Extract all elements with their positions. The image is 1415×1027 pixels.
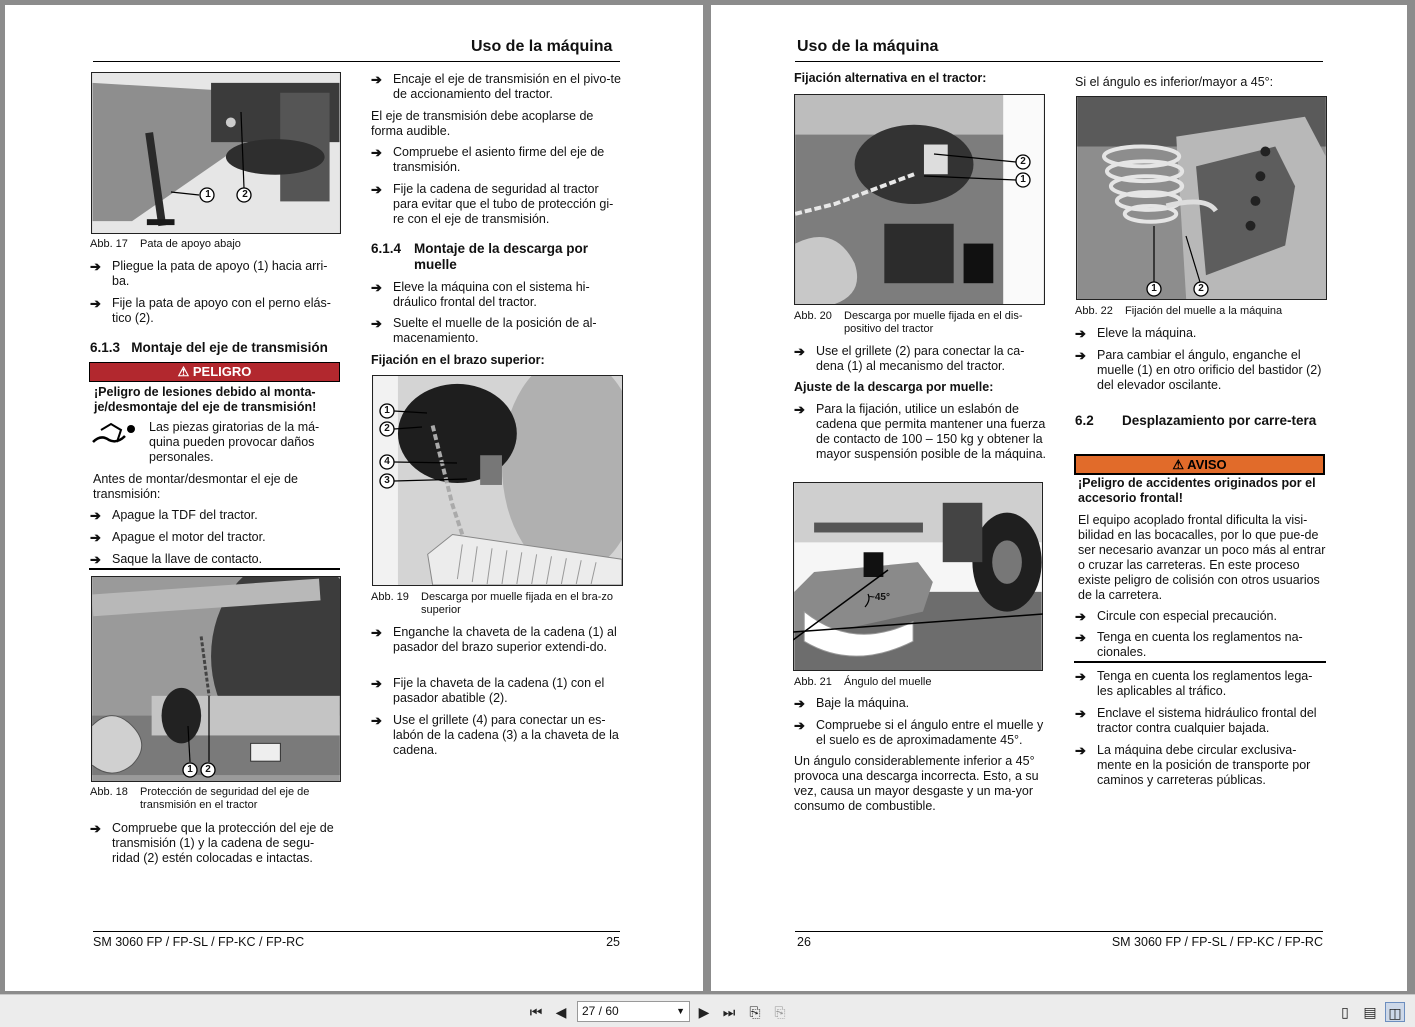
section-heading-6-2: 6.2 Desplazamiento por carre-tera [1075, 413, 1317, 428]
list-item: ➔ Baje la máquina. [794, 696, 910, 711]
subheading: Fijación en el brazo superior: [371, 353, 545, 367]
callout-2: 2 [242, 189, 248, 200]
forward-view-icon[interactable]: ⎘ [774, 1004, 786, 1020]
list-item: ➔ Saque la llave de contacto. [90, 552, 263, 567]
page-number: 26 [797, 935, 811, 949]
list-item: ➔ Apague la TDF del tractor. [90, 508, 258, 523]
figure-18-caption: Abb. 18 Protección de seguridad del eje de transmisión en el tractor [90, 786, 310, 811]
first-page-icon[interactable]: ⏮ [529, 1004, 543, 1020]
callout-1: 1 [1151, 283, 1157, 294]
figure-17-callouts [91, 72, 341, 234]
aviso-text: El equipo acoplado frontal dificulta la visi-bilidad en las bocacalles, por lo que pue-de ser necesario avanzar un poco más al entrar o cruzar las carreteras. En este proceso existe peligro de colisión con otros usuarios de la carretera. [1078, 513, 1326, 602]
back-view-icon[interactable]: ⎘ [749, 1004, 761, 1020]
danger-label: ⚠ PELIGRO [89, 362, 340, 382]
list-item: ➔ Fije la chaveta de la cadena (1) con el pasador abatible (2). [371, 676, 605, 705]
last-page-icon[interactable]: ⏭ [722, 1004, 736, 1020]
figure-22-callouts [1076, 96, 1327, 300]
list-item: ➔ Fije la cadena de seguridad al tractor para evitar que el tubo de protección gi-re con el eje de transmisión. [371, 182, 614, 226]
aviso-label: ⚠ AVISO [1074, 454, 1325, 475]
list-item: ➔ Suelte el muelle de la posición de al-macenamiento. [371, 316, 597, 345]
footer-model: SM 3060 FP / FP-SL / FP-KC / FP-RC [93, 935, 305, 949]
callout-2: 2 [384, 423, 390, 434]
document-page-left [5, 5, 703, 991]
list-item: ➔ Compruebe que la protección del eje de transmisión (1) y la cadena de segu-ridad (2) estén colocadas e intactas. [90, 821, 334, 865]
danger-intro: Antes de montar/desmontar el eje de transmisión: [93, 472, 298, 501]
callout-1: 1 [384, 405, 390, 416]
danger-text: Las piezas giratorias de la má-quina pueden provocar daños personales. [149, 420, 320, 464]
list-item: ➔ Encaje el eje de transmisión en el pivo-te de accionamiento del tractor. [371, 72, 621, 101]
two-page-icon[interactable]: ◫ [1385, 1002, 1405, 1022]
callout-1: 1 [1020, 174, 1026, 185]
list-item: ➔ Circule con especial precaución. [1075, 609, 1277, 624]
callout-4: 4 [384, 456, 390, 467]
list-item: ➔ Para la fijación, utilice un eslabón de cadena que permita mantener una fuerza de contacto de 100 – 150 kg y obtener la mayor suspensión posible de la máquina. [794, 402, 1046, 461]
callout-2: 2 [205, 764, 211, 775]
figure-18-callouts [91, 576, 341, 782]
rotating-hazard-icon [91, 420, 139, 448]
document-page-right [711, 5, 1407, 991]
page-header: Uso de la máquina [471, 38, 613, 55]
list-item: ➔ Tenga en cuenta los reglamentos lega-les aplicables al tráfico. [1075, 669, 1313, 698]
figure-20-caption: Abb. 20 Descarga por muelle fijada en el dis-positivo del tractor [794, 310, 1023, 335]
list-item: ➔ La máquina debe circular exclusiva-mente en la posición de transporte por caminos y carreteras públicas. [1075, 743, 1311, 787]
subheading: Ajuste de la descarga por muelle: [794, 380, 994, 394]
single-page-icon[interactable]: ▯ [1341, 1004, 1349, 1020]
section-heading-6-1-4: 6.1.4 Montaje de la descarga por muelle [371, 241, 589, 272]
callout-1: 1 [187, 764, 193, 775]
list-item: ➔ Enclave el sistema hidráulico frontal del tractor contra cualquier bajada. [1075, 706, 1317, 735]
chevron-down-icon[interactable]: ▼ [676, 1006, 685, 1016]
aviso-title: ¡Peligro de accidentes originados por el accesorio frontal! [1078, 476, 1316, 505]
callout-3: 3 [384, 475, 390, 486]
list-item: ➔ Eleve la máquina con el sistema hi-dráulico frontal del tractor. [371, 280, 590, 309]
figure-20-callouts [794, 94, 1045, 305]
page-number-input[interactable]: 27 / 60 ▼ [577, 1001, 690, 1022]
list-item: ➔ Eleve la máquina. [1075, 326, 1197, 341]
prev-page-icon[interactable]: ◀ [555, 1004, 567, 1020]
list-item: ➔ Use el grillete (2) para conectar la ca-dena (1) al mecanismo del tractor. [794, 344, 1025, 373]
footer-model: SM 3060 FP / FP-SL / FP-KC / FP-RC [1111, 935, 1323, 949]
danger-title: ¡Peligro de lesiones debido al monta-je/desmontaje del eje de transmisión! [94, 385, 317, 414]
callout-2: 2 [1198, 283, 1204, 294]
list-item: ➔ Enganche la chaveta de la cadena (1) al pasador del brazo superior extendi-do. [371, 625, 617, 654]
callout-1: 1 [205, 189, 211, 200]
page-number: 25 [606, 935, 620, 949]
list-item: ➔ Tenga en cuenta los reglamentos na-cionales. [1075, 630, 1303, 659]
list-item: ➔ Compruebe el asiento firme del eje de transmisión. [371, 145, 605, 174]
figure-19-callouts [372, 375, 623, 586]
list-item: ➔ Apague el motor del tractor. [90, 530, 266, 545]
paragraph: El eje de transmisión debe acoplarse de forma audible. [371, 109, 594, 138]
next-page-icon[interactable]: ▶ [698, 1004, 710, 1020]
paragraph: Un ángulo considerablemente inferior a 45° provoca una descarga incorrecta. Esto, a su vez, causa un mayor desgaste y un ma-yor consumo de combustible. [794, 754, 1039, 813]
figure-21-caption: Abb. 21 Ángulo del muelle [794, 676, 932, 688]
page-header: Uso de la máquina [797, 38, 939, 55]
list-item: ➔ Use el grillete (4) para conectar un es-labón de la cadena (3) a la chaveta de la cadena. [371, 713, 619, 757]
figure-21-overlay [793, 482, 1043, 671]
figure-19-caption: Abb. 19 Descarga por muelle fijada en el bra-zo superior [371, 591, 613, 616]
list-item: ➔ Compruebe si el ángulo entre el muelle y el suelo es de aproximadamente 45°. [794, 718, 1044, 747]
angle-label: ~45° [869, 592, 890, 603]
subheading: Fijación alternativa en el tractor: [794, 71, 987, 85]
continuous-page-icon[interactable]: ▤ [1363, 1004, 1377, 1020]
viewer-toolbar [0, 994, 1415, 1027]
callout-2: 2 [1020, 156, 1026, 167]
figure-17-caption: Abb. 17 Pata de apoyo abajo [90, 238, 241, 250]
paragraph: Si el ángulo es inferior/mayor a 45°: [1075, 75, 1274, 89]
figure-22-caption: Abb. 22 Fijación del muelle a la máquina [1075, 305, 1283, 317]
section-heading-6-1-3: 6.1.3 Montaje del eje de transmisión [90, 340, 328, 355]
list-item: ➔ Pliegue la pata de apoyo (1) hacia arri-ba. [90, 259, 328, 288]
list-item: ➔ Fije la pata de apoyo con el perno elás-tico (2). [90, 296, 331, 325]
list-item: ➔ Para cambiar el ángulo, enganche el muelle (1) en otro orificio del bastidor (2) del elevador oscilante. [1075, 348, 1322, 392]
